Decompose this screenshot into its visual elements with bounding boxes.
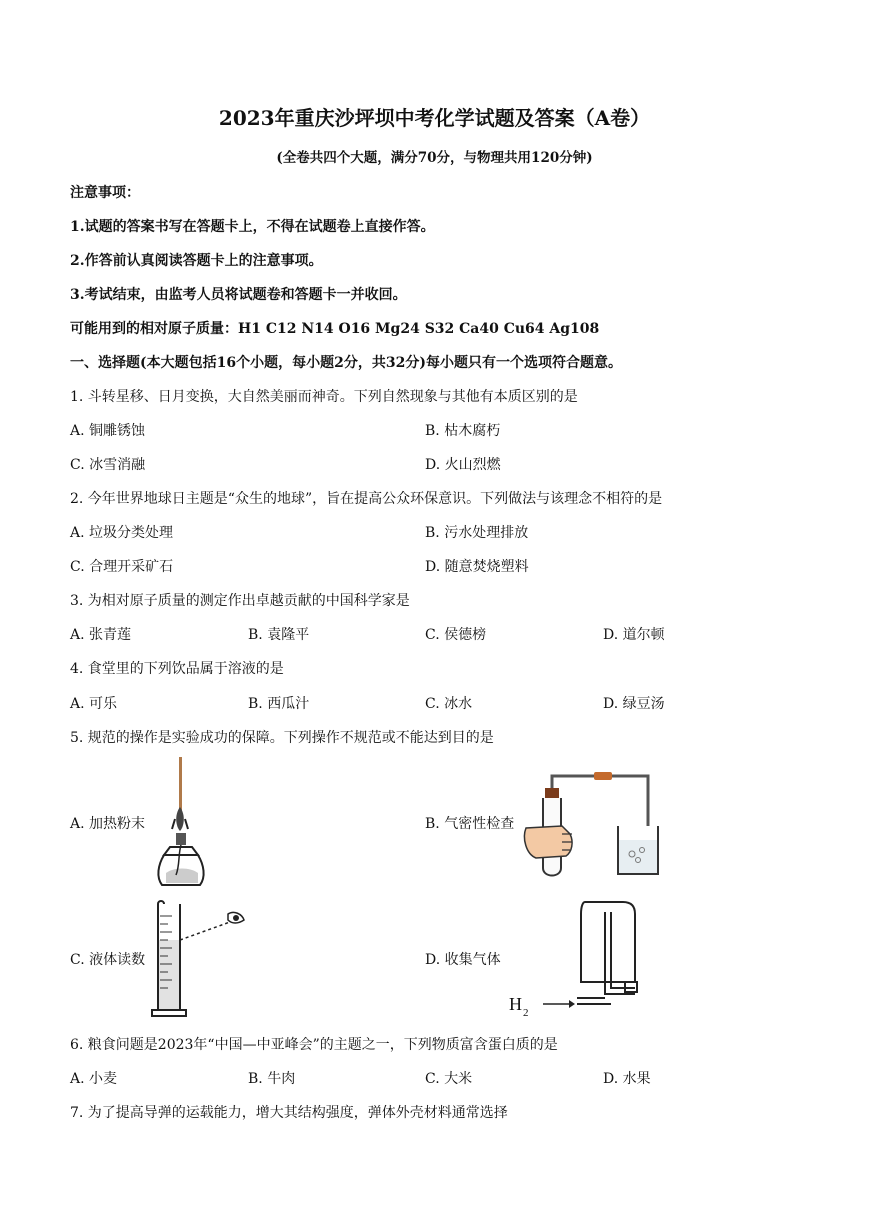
question-7-stem: 7. 为了提高导弹的运载能力，增大其结构强度，弹体外壳材料通常选择 <box>70 1105 508 1121</box>
flame-icon <box>176 807 184 831</box>
rubber-tube <box>594 772 612 780</box>
note-item: 1.试题的答案书写在答题卡上，不得在试题卷上直接作答。 <box>70 219 435 235</box>
gas-subscript: 2 <box>523 1007 529 1019</box>
question-3-option-c: C. 侯德榜 <box>425 627 487 643</box>
alcohol-lamp-figure <box>150 755 220 895</box>
question-3-option-b: B. 袁隆平 <box>248 627 310 643</box>
question-4-option-c: C. 冰水 <box>425 696 473 712</box>
question-5-stem: 5. 规范的操作是实验成功的保障。下列操作不规范或不能达到目的是 <box>70 730 494 746</box>
atomic-masses: 可能用到的相对原子质量：H1 C12 N14 O16 Mg24 S32 Ca40 Cu64 Ag108 <box>70 321 600 337</box>
question-6-option-c: C. 大米 <box>425 1071 473 1087</box>
question-3-option-d: D. 道尔顿 <box>603 627 665 643</box>
question-3-stem: 3. 为相对原子质量的测定作出卓越贡献的中国科学家是 <box>70 593 410 609</box>
question-5-option-c: C. 液体读数 <box>70 952 146 968</box>
question-5-option-d: D. 收集气体 <box>425 952 501 968</box>
question-2-option-b: B. 污水处理排放 <box>425 525 529 541</box>
question-5-option-b: B. 气密性检查 <box>425 816 515 832</box>
arrow-icon <box>569 1000 575 1008</box>
question-1-stem: 1. 斗转星移、日月变换，大自然美丽而神奇。下列自然现象与其他有本质区别的是 <box>70 389 578 405</box>
note-item: 3.考试结束，由监考人员将试题卷和答题卡一并收回。 <box>70 287 407 303</box>
question-2-option-c: C. 合理开采矿石 <box>70 559 174 575</box>
question-4-stem: 4. 食堂里的下列饮品属于溶液的是 <box>70 661 284 677</box>
question-4-option-a: A. 可乐 <box>70 696 118 712</box>
note-item: 2.作答前认真阅读答题卡上的注意事项。 <box>70 253 323 269</box>
section-heading: 一、选择题(本大题包括16个小题，每小题2分，共32分)每小题只有一个选项符合题意。 <box>70 355 622 371</box>
question-2-option-a: A. 垃圾分类处理 <box>70 525 174 541</box>
question-1-option-b: B. 枯木腐朽 <box>425 423 501 439</box>
page-subtitle: (全卷共四个大题，满分70分，与物理共用120分钟) <box>276 150 593 166</box>
airtightness-check-figure <box>522 768 662 880</box>
question-6-stem: 6. 粮食问题是2023年“中国—中亚峰会”的主题之一，下列物质富含蛋白质的是 <box>70 1037 558 1053</box>
page-title: 2023年重庆沙坪坝中考化学试题及答案（A卷） <box>218 106 651 130</box>
question-1-option-a: A. 铜雕锈蚀 <box>70 423 146 439</box>
question-6-option-a: A. 小麦 <box>70 1071 118 1087</box>
test-tube-holder <box>179 757 182 815</box>
question-3-option-a: A. 张青莲 <box>70 627 132 643</box>
question-5-option-a: A. 加热粉末 <box>70 816 146 832</box>
question-4-option-b: B. 西瓜汁 <box>248 696 310 712</box>
question-1-option-c: C. 冰雪消融 <box>70 457 146 473</box>
notes-heading: 注意事项： <box>70 185 140 201</box>
question-6-option-b: B. 牛肉 <box>248 1071 296 1087</box>
question-4-option-d: D. 绿豆汤 <box>603 696 665 712</box>
question-6-option-d: D. 水果 <box>603 1071 651 1087</box>
gas-collection-figure <box>505 898 650 1020</box>
question-2-stem: 2. 今年世界地球日主题是“众生的地球”，旨在提高公众环保意识。下列做法与该理念不相符的是 <box>70 491 663 507</box>
graduated-cylinder-figure <box>150 900 250 1020</box>
question-2-option-d: D. 随意焚烧塑料 <box>425 559 529 575</box>
gas-label: H <box>509 994 522 1014</box>
question-1-option-d: D. 火山烈燃 <box>425 457 501 473</box>
